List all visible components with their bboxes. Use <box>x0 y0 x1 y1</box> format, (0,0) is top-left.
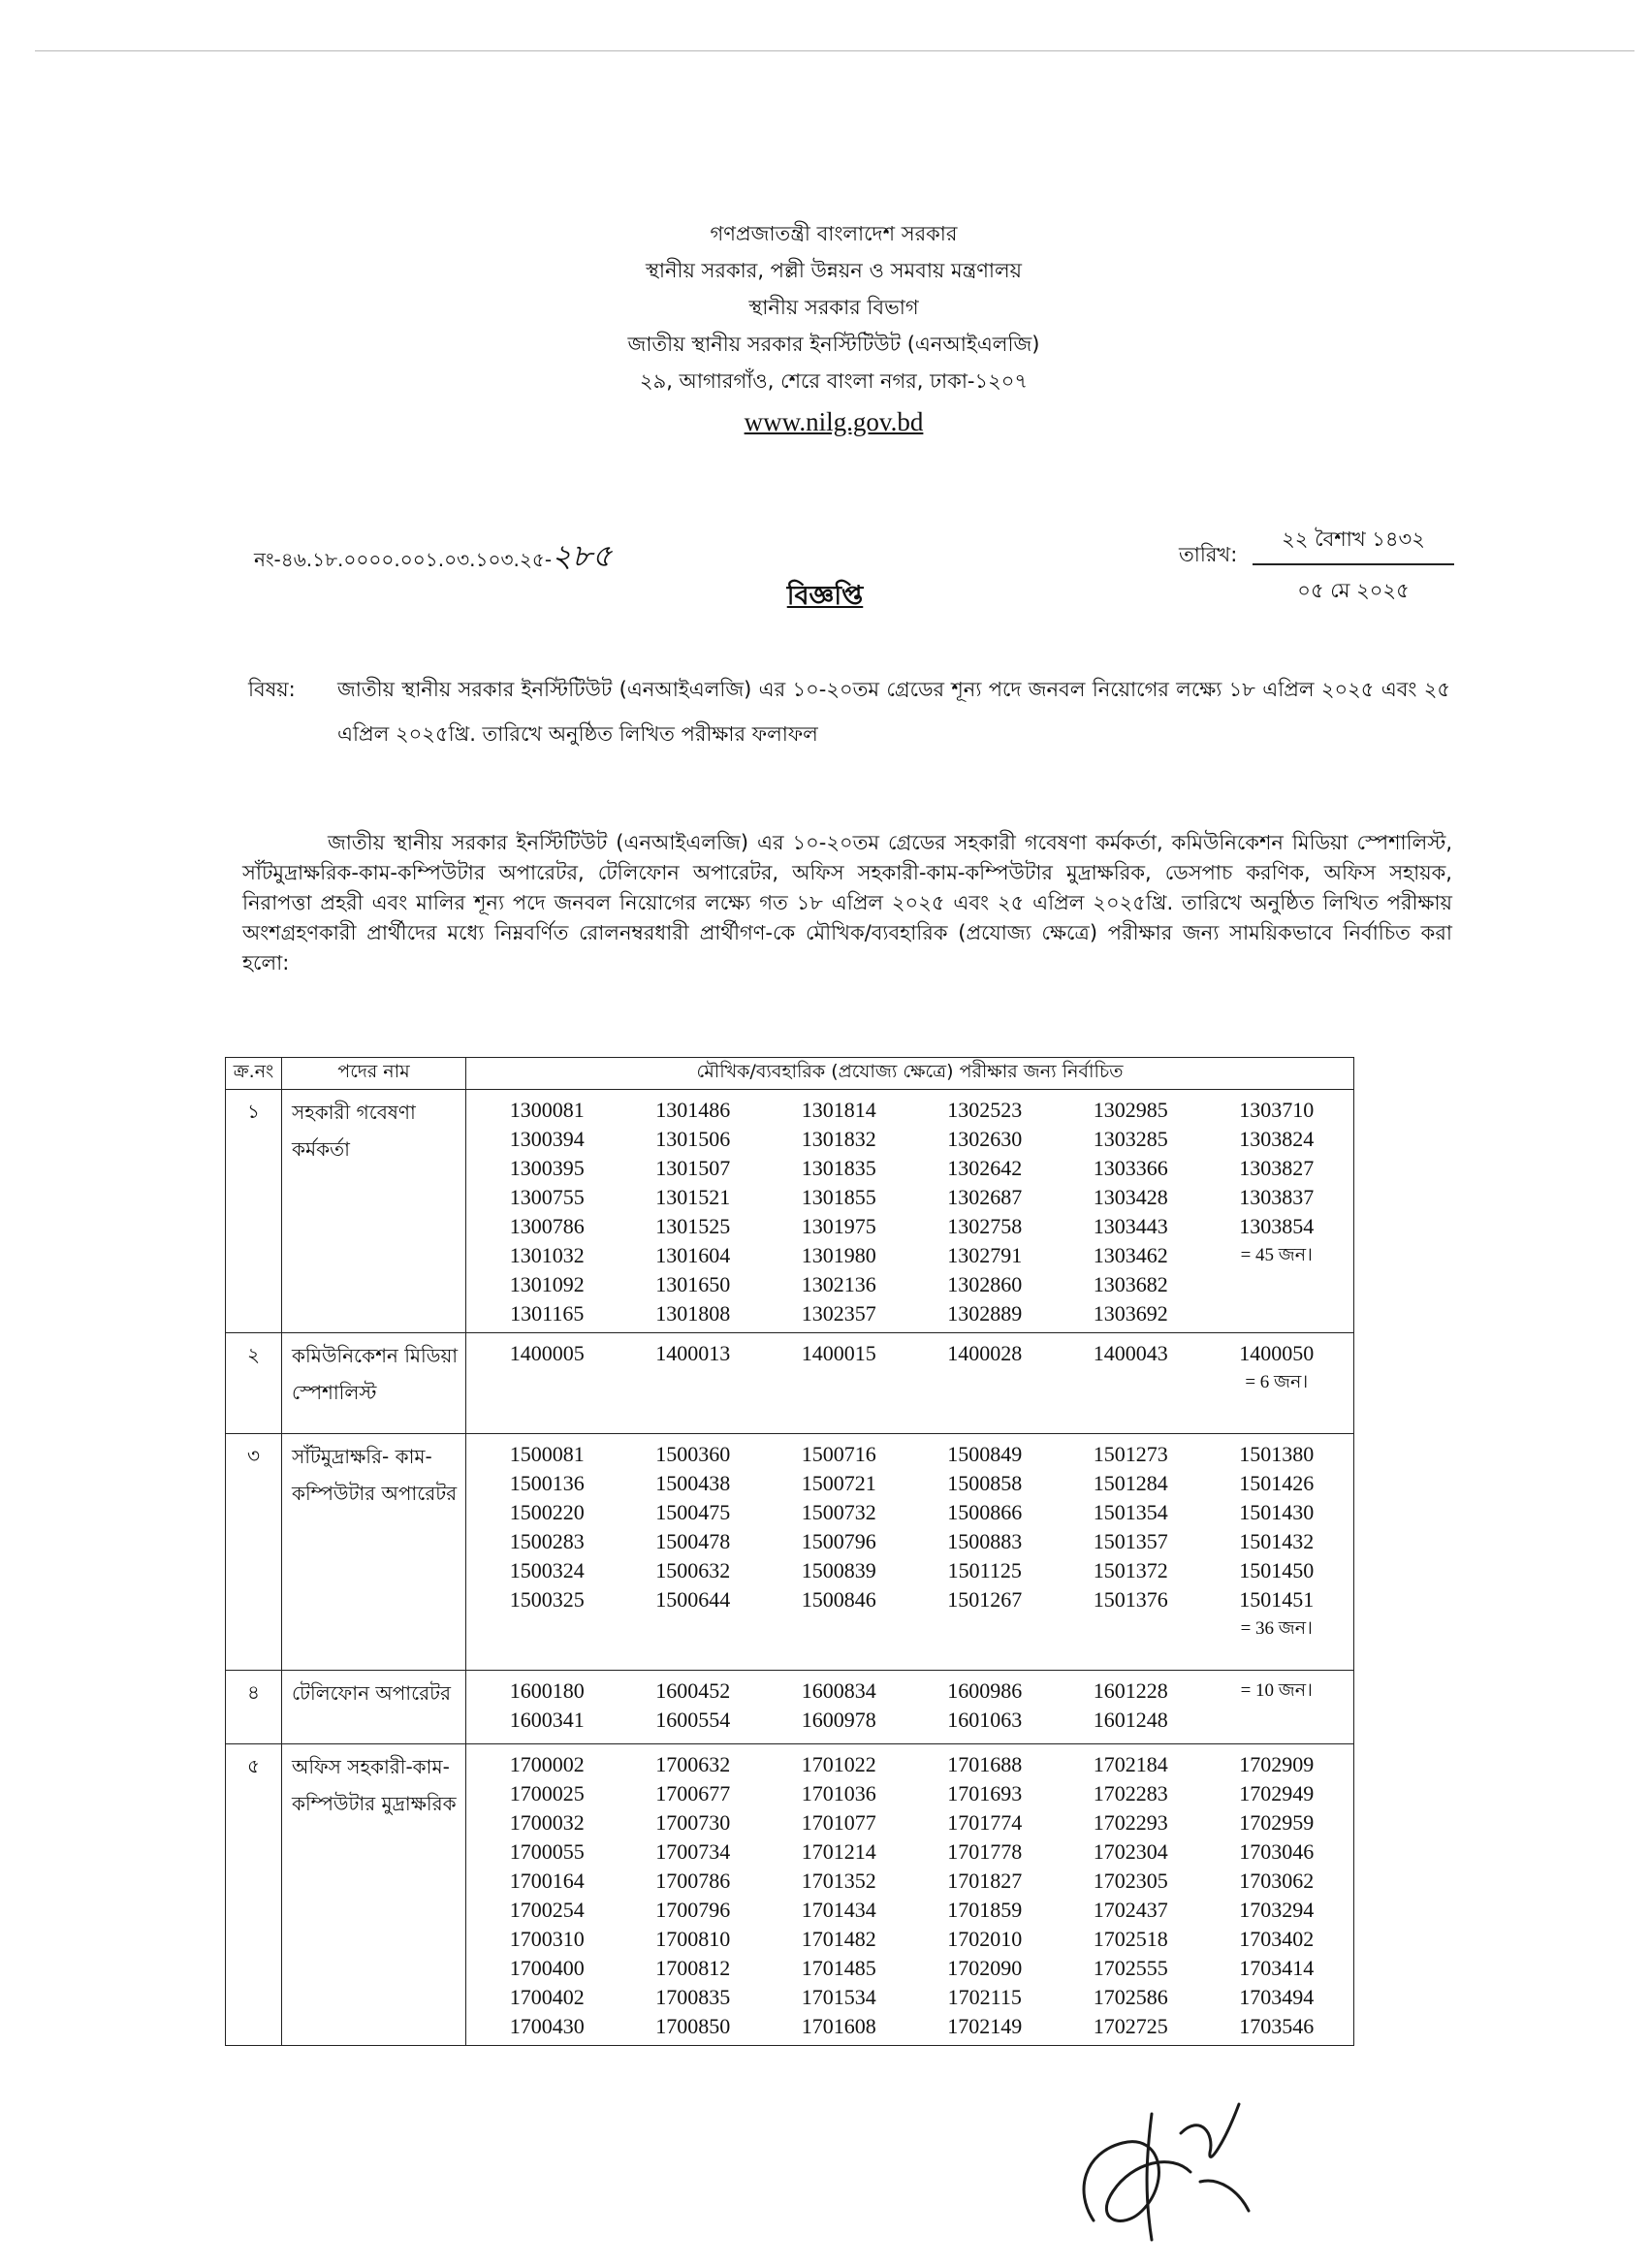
roll-column <box>620 1750 767 2041</box>
header-post: পদের নাম <box>282 1058 466 1090</box>
roll-number: 1700002 <box>509 1752 585 1776</box>
roll-number: 1600986 <box>947 1678 1023 1703</box>
roll-number: 1501432 <box>1239 1529 1315 1553</box>
roll-column <box>1204 1339 1350 1397</box>
roll-number: 1500796 <box>801 1529 876 1553</box>
roll-number: 1302357 <box>801 1301 876 1326</box>
roll-number: 1700632 <box>655 1752 731 1776</box>
roll-number: 1300395 <box>509 1156 585 1180</box>
roll-number: 1501380 <box>1239 1442 1315 1466</box>
roll-number: 1700796 <box>655 1898 731 1922</box>
row-roll-numbers <box>466 1744 1354 2046</box>
date-bangla: ২২ বৈশাখ ১৪৩২ <box>1253 524 1454 565</box>
roll-column <box>1204 1440 1350 1644</box>
table-row <box>226 1671 1354 1744</box>
roll-number: 1702184 <box>1093 1752 1168 1776</box>
row-roll-numbers <box>466 1671 1354 1744</box>
roll-number: 1702909 <box>1239 1752 1315 1776</box>
roll-number: 1700025 <box>509 1781 585 1805</box>
roll-column <box>912 1677 1059 1735</box>
roll-number: 1600554 <box>655 1708 731 1732</box>
roll-number: 1303443 <box>1093 1214 1168 1238</box>
roll-column <box>766 1339 912 1397</box>
roll-column <box>912 1096 1059 1328</box>
row-serial: ৫ <box>226 1744 282 2046</box>
row-total: = 6 জন। <box>1245 1372 1309 1392</box>
scan-edge-line <box>35 50 1634 51</box>
roll-number: 1701827 <box>947 1869 1023 1893</box>
roll-number: 1300394 <box>509 1127 585 1151</box>
roll-column <box>474 1750 620 2041</box>
roll-number: 1302523 <box>947 1098 1023 1122</box>
roll-number: 1500716 <box>801 1442 876 1466</box>
roll-column <box>766 1750 912 2041</box>
roll-number: 1301832 <box>801 1127 876 1151</box>
roll-number: 1500849 <box>947 1442 1023 1466</box>
roll-number: 1500839 <box>801 1558 876 1582</box>
roll-number: 1701688 <box>947 1752 1023 1776</box>
roll-number: 1702090 <box>947 1956 1023 1980</box>
roll-number: 1302889 <box>947 1301 1023 1326</box>
roll-number: 1400013 <box>655 1341 731 1365</box>
roll-number: 1701693 <box>947 1781 1023 1805</box>
roll-number: 1601248 <box>1093 1708 1168 1732</box>
roll-number: 1600834 <box>801 1678 876 1703</box>
roll-number: 1500136 <box>509 1471 585 1495</box>
roll-number: 1703402 <box>1239 1927 1315 1951</box>
roll-number: 1702959 <box>1239 1810 1315 1835</box>
roll-number: 1700786 <box>655 1869 731 1893</box>
subject-text: জাতীয় স্থানীয় সরকার ইনস্টিটিউট (এনআইএলজি) এর ১০-২০তম গ্রেডের শূন্য পদে জনবল নিয়োগের লক্ষ্যে ১৮ এপ্রিল ২০২৫ এবং ২৫ এপ্রিল ২০২৫খ্রি. তারিখে অনুষ্ঠিত লিখিত পরীক্ষার ফলাফল <box>337 678 1450 746</box>
roll-number: 1700430 <box>509 2014 585 2038</box>
row-roll-numbers <box>466 1333 1354 1434</box>
roll-number: 1400028 <box>947 1341 1023 1365</box>
roll-number: 1301165 <box>510 1301 585 1326</box>
roll-number: 1501273 <box>1093 1442 1168 1466</box>
roll-number: 1300786 <box>509 1214 585 1238</box>
roll-number: 1700730 <box>655 1810 731 1835</box>
row-post-name: টেলিফোন অপারেটর <box>282 1671 466 1744</box>
roll-number: 1701482 <box>801 1927 876 1951</box>
roll-number: 1701214 <box>801 1839 876 1864</box>
roll-number: 1702586 <box>1093 1985 1168 2009</box>
roll-number: 1600180 <box>509 1678 585 1703</box>
roll-column <box>620 1339 767 1397</box>
roll-number: 1600452 <box>655 1678 731 1703</box>
memo-handwritten-number: ২৮৫ <box>552 538 613 573</box>
roll-column <box>620 1677 767 1735</box>
table-row <box>226 1090 1354 1333</box>
row-total: = 36 জন। <box>1240 1618 1313 1639</box>
roll-number: 1302758 <box>947 1214 1023 1238</box>
roll-number: 1303285 <box>1093 1127 1168 1151</box>
roll-number: 1702949 <box>1239 1781 1315 1805</box>
row-post-name: সহকারী গবেষণা কর্মকর্তা <box>282 1090 466 1333</box>
roll-number: 1501450 <box>1239 1558 1315 1582</box>
roll-number: 1500644 <box>655 1587 731 1612</box>
roll-number: 1301604 <box>655 1243 731 1267</box>
row-total: = 45 জন। <box>1240 1245 1313 1265</box>
govt-name: গণপ্রজাতন্ত্রী বাংলাদেশ সরকার <box>710 222 958 245</box>
roll-column <box>766 1677 912 1735</box>
roll-column <box>1058 1677 1204 1735</box>
roll-number: 1700254 <box>509 1898 585 1922</box>
subject-block <box>248 667 1450 756</box>
roll-number: 1500360 <box>655 1442 731 1466</box>
roll-number: 1301975 <box>801 1214 876 1238</box>
roll-number: 1301521 <box>655 1185 731 1209</box>
roll-number: 1300755 <box>509 1185 585 1209</box>
row-post-name: অফিস সহকারী-কাম- কম্পিউটার মুদ্রাক্ষরিক <box>282 1744 466 2046</box>
website-link[interactable]: www.nilg.gov.bd <box>744 407 924 436</box>
roll-number: 1703414 <box>1239 1956 1315 1980</box>
ministry-name: স্থানীয় সরকার, পল্লী উন্নয়ন ও সমবায় মন্ত্রণালয় <box>645 259 1023 282</box>
row-serial: ১ <box>226 1090 282 1333</box>
roll-number: 1501267 <box>947 1587 1023 1612</box>
roll-number: 1400015 <box>801 1341 876 1365</box>
roll-number: 1500478 <box>655 1529 731 1553</box>
roll-number: 1500866 <box>947 1500 1023 1524</box>
roll-number: 1501357 <box>1093 1529 1168 1553</box>
division-name: স্থানীয় সরকার বিভাগ <box>748 296 919 319</box>
roll-column <box>766 1096 912 1328</box>
roll-column <box>474 1096 620 1328</box>
roll-number: 1500220 <box>509 1500 585 1524</box>
roll-number: 1301808 <box>655 1301 731 1326</box>
roll-number: 1301855 <box>801 1185 876 1209</box>
roll-number: 1700400 <box>509 1956 585 1980</box>
roll-number: 1303710 <box>1239 1098 1315 1122</box>
roll-number: 1701036 <box>801 1781 876 1805</box>
roll-column <box>1058 1440 1204 1644</box>
table-row <box>226 1434 1354 1671</box>
roll-number: 1501430 <box>1239 1500 1315 1524</box>
notice-title: বিজ্ঞপ্তি <box>786 581 864 611</box>
roll-number: 1702437 <box>1093 1898 1168 1922</box>
roll-column <box>1204 1677 1350 1735</box>
roll-number: 1700055 <box>509 1839 585 1864</box>
body-paragraph: জাতীয় স্থানীয় সরকার ইনস্টিটিউট (এনআইএলজি) এর ১০-২০তম গ্রেডের সহকারী গবেষণা কর্মকর্তা, কমিউনিকেশন মিডিয়া স্পেশালিস্ট, সাঁটমুদ্রাক্ষরিক-কাম-কম্পিউটার অপারেটর, টেলিফোন অপারেটর, অফিস সহকারী-কাম-কম্পিউটার মুদ্রাক্ষরিক, ডেসপাচ করণিক, অফিস সহায়ক, নিরাপত্তা প্রহরী এবং মালির শূন্য পদে জনবল নিয়োগের লক্ষ্যে গত ১৮ এপ্রিল ২০২৫ এবং ২৫ এপ্রিল ২০২৫খ্রি. তারিখে অনুষ্ঠিত লিখিত পরীক্ষায় অংশগ্রহণকারী প্রার্থীদের মধ্যে নিম্নবর্ণিত রোলনম্বরধারী প্রার্থীগণ-কে মৌখিক/ব্যবহারিক (প্রযোজ্য ক্ষেত্রে) পরীক্ষার জন্য সাময়িকভাবে নির্বাচিত করা হলো: <box>242 831 1452 974</box>
row-post-name: কমিউনিকেশন মিডিয়া স্পেশালিস্ট <box>282 1333 466 1434</box>
roll-number: 1702283 <box>1093 1781 1168 1805</box>
roll-number: 1400005 <box>509 1341 585 1365</box>
roll-column <box>474 1339 620 1397</box>
roll-number: 1500475 <box>655 1500 731 1524</box>
roll-number: 1700164 <box>509 1869 585 1893</box>
roll-number: 1702518 <box>1093 1927 1168 1951</box>
table-row <box>226 1744 1354 2046</box>
header-selected: মৌখিক/ব্যবহারিক (প্রযোজ্য ক্ষেত্রে) পরীক্ষার জন্য নির্বাচিত <box>466 1058 1354 1090</box>
roll-number: 1302642 <box>947 1156 1023 1180</box>
memo-prefix: নং-৪৬.১৮.০০০০.০০১.০৩.১০৩.২৫- <box>254 548 553 571</box>
row-post-name: সাঁটমুদ্রাক্ষরি- কাম- কম্পিউটার অপারেটর <box>282 1434 466 1671</box>
roll-number: 1703294 <box>1239 1898 1315 1922</box>
roll-number: 1500081 <box>509 1442 585 1466</box>
roll-number: 1701534 <box>801 1985 876 2009</box>
roll-number: 1300081 <box>509 1098 585 1122</box>
roll-number: 1700677 <box>655 1781 731 1805</box>
roll-number: 1703046 <box>1239 1839 1315 1864</box>
roll-number: 1700734 <box>655 1839 731 1864</box>
row-serial: ৩ <box>226 1434 282 1671</box>
row-roll-numbers <box>466 1434 1354 1671</box>
roll-number: 1500632 <box>655 1558 731 1582</box>
roll-number: 1700835 <box>655 1985 731 2009</box>
roll-number: 1500324 <box>509 1558 585 1582</box>
roll-number: 1701859 <box>947 1898 1023 1922</box>
roll-number: 1702149 <box>947 2014 1023 2038</box>
roll-number: 1302136 <box>801 1272 876 1296</box>
roll-number: 1301525 <box>655 1214 731 1238</box>
roll-number: 1500883 <box>947 1529 1023 1553</box>
roll-number: 1303682 <box>1093 1272 1168 1296</box>
roll-number: 1601228 <box>1093 1678 1168 1703</box>
roll-number: 1303824 <box>1239 1127 1315 1151</box>
roll-number: 1702305 <box>1093 1869 1168 1893</box>
roll-number: 1702010 <box>947 1927 1023 1951</box>
roll-column <box>912 1750 1059 2041</box>
roll-number: 1701778 <box>947 1839 1023 1864</box>
roll-number: 1700812 <box>655 1956 731 1980</box>
roll-column <box>474 1440 620 1644</box>
roll-number: 1501376 <box>1093 1587 1168 1612</box>
roll-number: 1601063 <box>947 1708 1023 1732</box>
table-header-row <box>226 1058 1354 1090</box>
row-serial: ২ <box>226 1333 282 1434</box>
roll-number: 1700032 <box>509 1810 585 1835</box>
header-serial: ক্র.নং <box>226 1058 282 1090</box>
roll-column <box>1204 1750 1350 2041</box>
row-total: = 10 জন। <box>1240 1680 1313 1701</box>
roll-column <box>1058 1339 1204 1397</box>
roll-number: 1600978 <box>801 1708 876 1732</box>
roll-number: 1703494 <box>1239 1985 1315 2009</box>
roll-number: 1701774 <box>947 1810 1023 1835</box>
roll-number: 1301980 <box>801 1243 876 1267</box>
roll-number: 1500732 <box>801 1500 876 1524</box>
roll-column <box>1058 1750 1204 2041</box>
signature-image <box>1055 2075 1268 2259</box>
roll-number: 1702725 <box>1093 2014 1168 2038</box>
roll-number: 1400043 <box>1093 1341 1168 1365</box>
roll-number: 1700850 <box>655 2014 731 2038</box>
roll-number: 1301486 <box>655 1098 731 1122</box>
roll-number: 1303462 <box>1093 1243 1168 1267</box>
roll-number: 1701485 <box>801 1956 876 1980</box>
roll-number: 1303428 <box>1093 1185 1168 1209</box>
roll-number: 1501125 <box>947 1558 1022 1582</box>
roll-number: 1701608 <box>801 2014 876 2038</box>
roll-number: 1301835 <box>801 1156 876 1180</box>
roll-column <box>620 1440 767 1644</box>
roll-number: 1303827 <box>1239 1156 1315 1180</box>
roll-number: 1303854 <box>1239 1214 1315 1238</box>
roll-number: 1301507 <box>655 1156 731 1180</box>
roll-number: 1703546 <box>1239 2014 1315 2038</box>
roll-number: 1701434 <box>801 1898 876 1922</box>
results-table <box>225 1057 1354 2046</box>
roll-number: 1600341 <box>509 1708 585 1732</box>
roll-number: 1501426 <box>1239 1471 1315 1495</box>
roll-number: 1501451 <box>1239 1587 1315 1612</box>
roll-number: 1303837 <box>1239 1185 1315 1209</box>
roll-number: 1302985 <box>1093 1098 1168 1122</box>
row-roll-numbers <box>466 1090 1354 1333</box>
roll-number: 1301814 <box>801 1098 876 1122</box>
roll-number: 1703062 <box>1239 1869 1315 1893</box>
roll-number: 1702304 <box>1093 1839 1168 1864</box>
table-row <box>226 1333 1354 1434</box>
roll-column <box>1058 1096 1204 1328</box>
roll-number: 1301650 <box>655 1272 731 1296</box>
roll-column <box>474 1677 620 1735</box>
roll-number: 1701022 <box>801 1752 876 1776</box>
roll-number: 1701352 <box>801 1869 876 1893</box>
roll-column <box>912 1339 1059 1397</box>
roll-number: 1500846 <box>801 1587 876 1612</box>
letterhead <box>543 215 1125 440</box>
roll-number: 1500283 <box>509 1529 585 1553</box>
roll-number: 1301506 <box>655 1127 731 1151</box>
institute-address: ২৯, আগারগাঁও, শেরে বাংলা নগর, ঢাকা-১২০৭ <box>639 369 1029 393</box>
roll-number: 1302791 <box>947 1243 1023 1267</box>
roll-number: 1700402 <box>509 1985 585 2009</box>
roll-number: 1303692 <box>1093 1301 1168 1326</box>
roll-number: 1500325 <box>509 1587 585 1612</box>
roll-column <box>766 1440 912 1644</box>
roll-column <box>912 1440 1059 1644</box>
roll-number: 1701077 <box>801 1810 876 1835</box>
roll-number: 1501284 <box>1093 1471 1168 1495</box>
roll-number: 1500438 <box>655 1471 731 1495</box>
roll-number: 1700810 <box>655 1927 731 1951</box>
roll-number: 1501354 <box>1093 1500 1168 1524</box>
roll-number: 1501372 <box>1093 1558 1168 1582</box>
roll-number: 1400050 <box>1239 1341 1315 1365</box>
roll-number: 1302860 <box>947 1272 1023 1296</box>
institute-name: জাতীয় স্থানীয় সরকার ইনস্টিটিউট (এনআইএলজি) <box>627 333 1040 356</box>
row-serial: ৪ <box>226 1671 282 1744</box>
roll-number: 1500858 <box>947 1471 1023 1495</box>
roll-number: 1702115 <box>947 1985 1022 2009</box>
roll-number: 1303366 <box>1093 1156 1168 1180</box>
subject-label: বিষয়: <box>248 678 296 701</box>
roll-number: 1702555 <box>1093 1956 1168 1980</box>
roll-number: 1500721 <box>801 1471 876 1495</box>
date-label: তারিখ: <box>1179 543 1238 566</box>
roll-column <box>1204 1096 1350 1328</box>
roll-number: 1702293 <box>1093 1810 1168 1835</box>
roll-number: 1301032 <box>509 1243 585 1267</box>
date-english: ০৫ মে ২০২৫ <box>1297 579 1410 602</box>
roll-number: 1700310 <box>509 1927 585 1951</box>
roll-number: 1301092 <box>509 1272 585 1296</box>
roll-number: 1302687 <box>947 1185 1023 1209</box>
roll-column <box>620 1096 767 1328</box>
roll-number: 1302630 <box>947 1127 1023 1151</box>
